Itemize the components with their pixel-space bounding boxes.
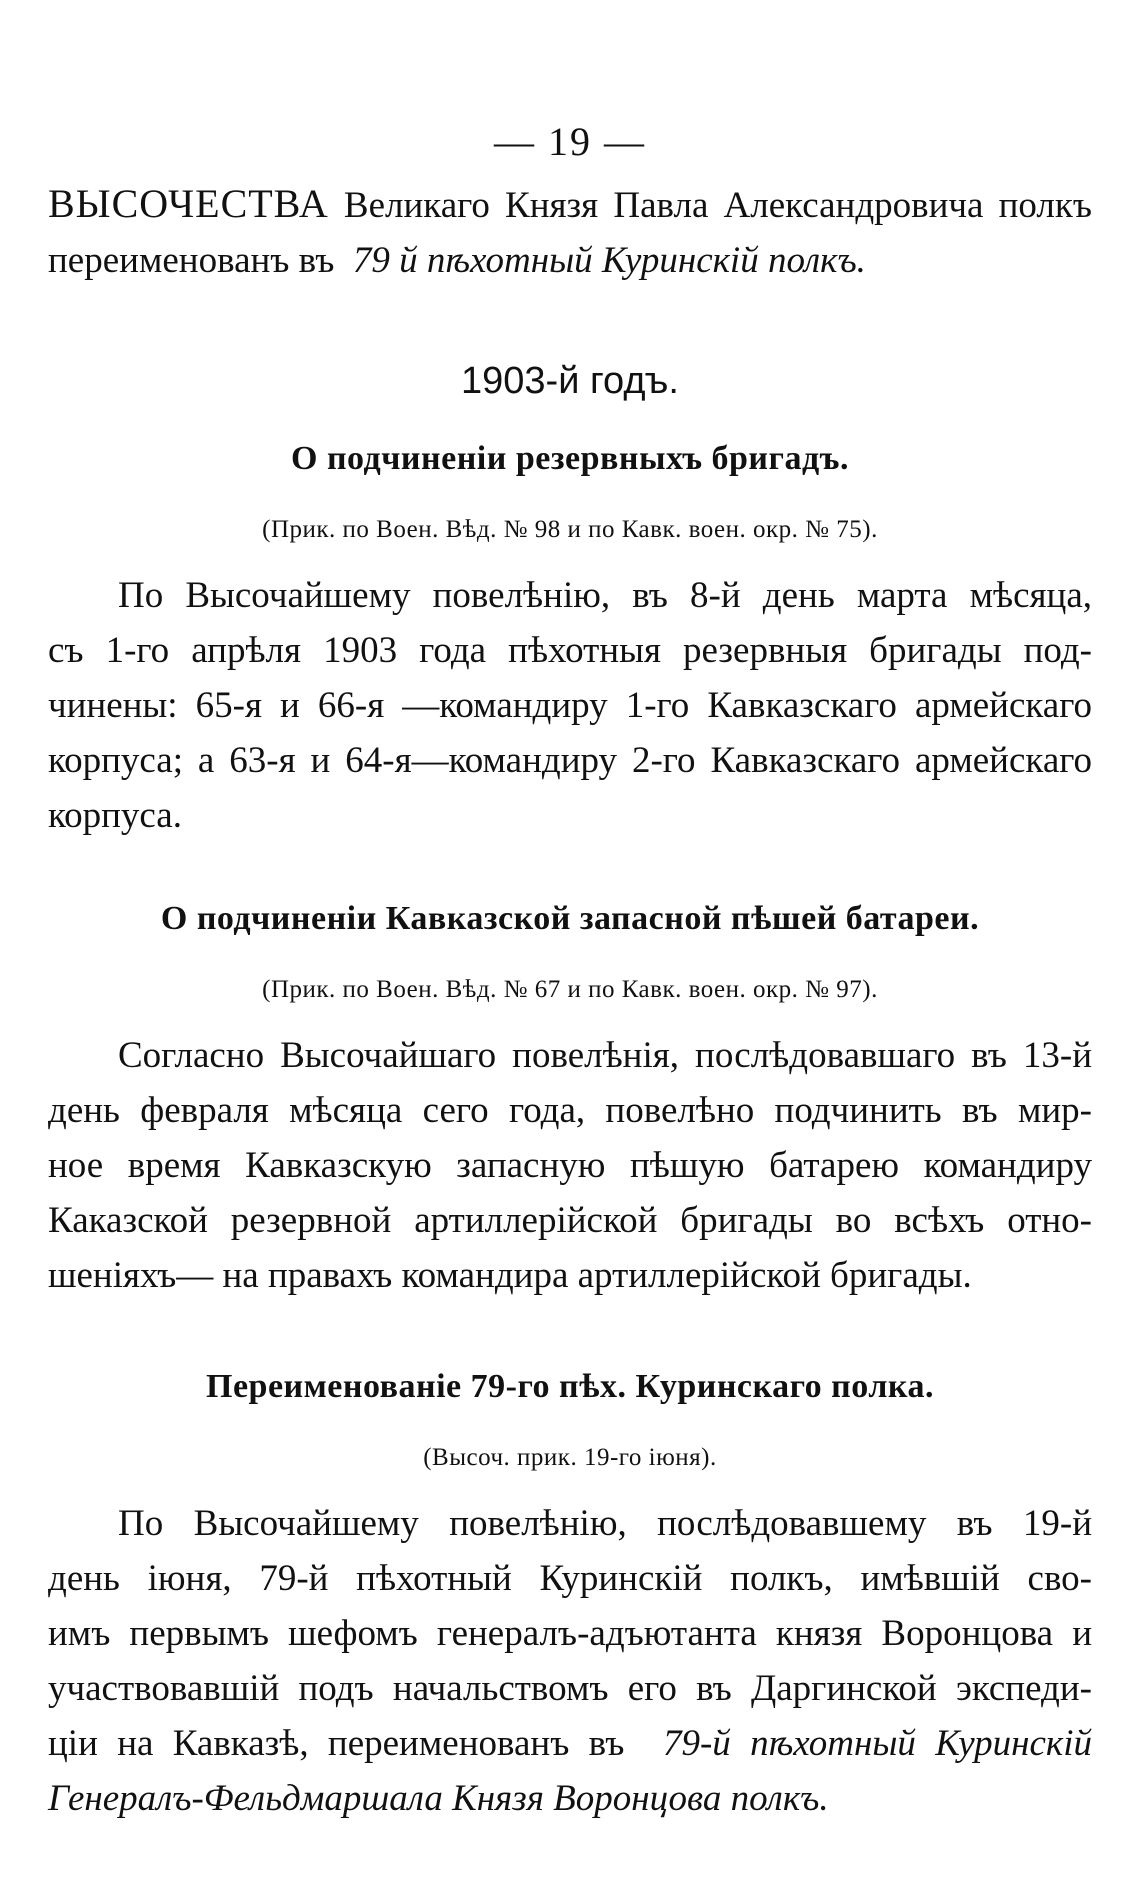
- section2-reference: (Прик. по Воен. Вѣд. № 67 и по Кавк. воен. окр. № 97).: [262, 976, 878, 1003]
- section1-reference: (Прик. по Воен. Вѣд. № 98 и по Кавк. воен. окр. № 75).: [262, 516, 878, 543]
- page-number: — 19 —: [494, 119, 646, 164]
- section3-reference: (Высоч. прик. 19-го іюня).: [423, 1444, 717, 1471]
- section3-line-6: Генералъ-Фельдмаршала Князя Воронцова полкъ.: [48, 1778, 829, 1819]
- section2-heading: О подчиненіи Кавказской запасной пѣшей батареи.: [160, 900, 980, 937]
- section1-line: корпуса.: [48, 795, 182, 836]
- section3-line: день іюня, 79-й пѣхотный Куринскій полкъ, имѣвшій сво-: [48, 1558, 1092, 1599]
- section3-line-5-plain: ціи на Кавказѣ, переименованъ въ: [48, 1723, 625, 1764]
- section1-line: По Высочайшему повелѣнію, въ 8-й день марта мѣсяца,: [118, 575, 1092, 616]
- intro-line-1-rest: Великаго Князя Павла Александровича полкъ: [343, 185, 1093, 226]
- intro-line-2: [48, 233, 1092, 288]
- section1-line: чинены: 65-я и 66-я —командиру 1-го Кавказскаго армейскаго: [48, 685, 1092, 726]
- section2-line: день февраля мѣсяца сего года, повелѣно подчинить въ мир-: [48, 1090, 1092, 1131]
- section3-paragraph: [48, 1496, 1092, 1826]
- section2-line: Согласно Высочайшаго повелѣнія, послѣдовавшаго въ 13-й: [118, 1035, 1092, 1076]
- section1-paragraph: [48, 568, 1092, 843]
- section3-line-5-italic: 79-й пѣхотный Куринскій: [662, 1723, 1092, 1764]
- section3-heading: Переименованіе 79-го пѣх. Куринскаго полка.: [206, 1368, 934, 1405]
- section3-line: имъ первымъ шефомъ генералъ-адъютанта князя Воронцова и: [48, 1613, 1092, 1654]
- section3-line: участвовавшій подъ начальствомъ его въ Даргинской экспеди-: [48, 1668, 1092, 1709]
- intro-line-1: [48, 176, 1092, 233]
- section3-line: По Высочайшему повелѣнію, послѣдовавшему въ 19-й: [118, 1503, 1092, 1544]
- intro-line-2-plain: переименованъ въ: [48, 240, 335, 281]
- intro-caps-word: ВЫСОЧЕСТВА: [48, 181, 329, 226]
- year-heading: 1903-й годъ.: [461, 360, 679, 402]
- section1-line: съ 1-го апрѣля 1903 года пѣхотныя резервныя бригады под-: [48, 630, 1092, 671]
- section2-paragraph: [48, 1028, 1092, 1303]
- section1-heading: О подчиненіи резервныхъ бригадъ.: [291, 440, 849, 477]
- intro-line-2-italic: 79 й пѣхотный Куринскій полкъ.: [352, 240, 866, 281]
- section1-line: корпуса; а 63-я и 64-я—командиру 2-го Кавказскаго армейскаго: [48, 740, 1092, 781]
- section2-line: Каказской резервной артиллерійской бригады во всѣхъ отно-: [48, 1200, 1092, 1241]
- section2-line: ное время Кавказскую запасную пѣшую батарею командиру: [48, 1145, 1092, 1186]
- intro-paragraph: [48, 176, 1092, 288]
- section2-line: шеніяхъ— на правахъ командира артиллерійской бригады.: [48, 1255, 972, 1296]
- section3-line-5: [48, 1716, 1092, 1771]
